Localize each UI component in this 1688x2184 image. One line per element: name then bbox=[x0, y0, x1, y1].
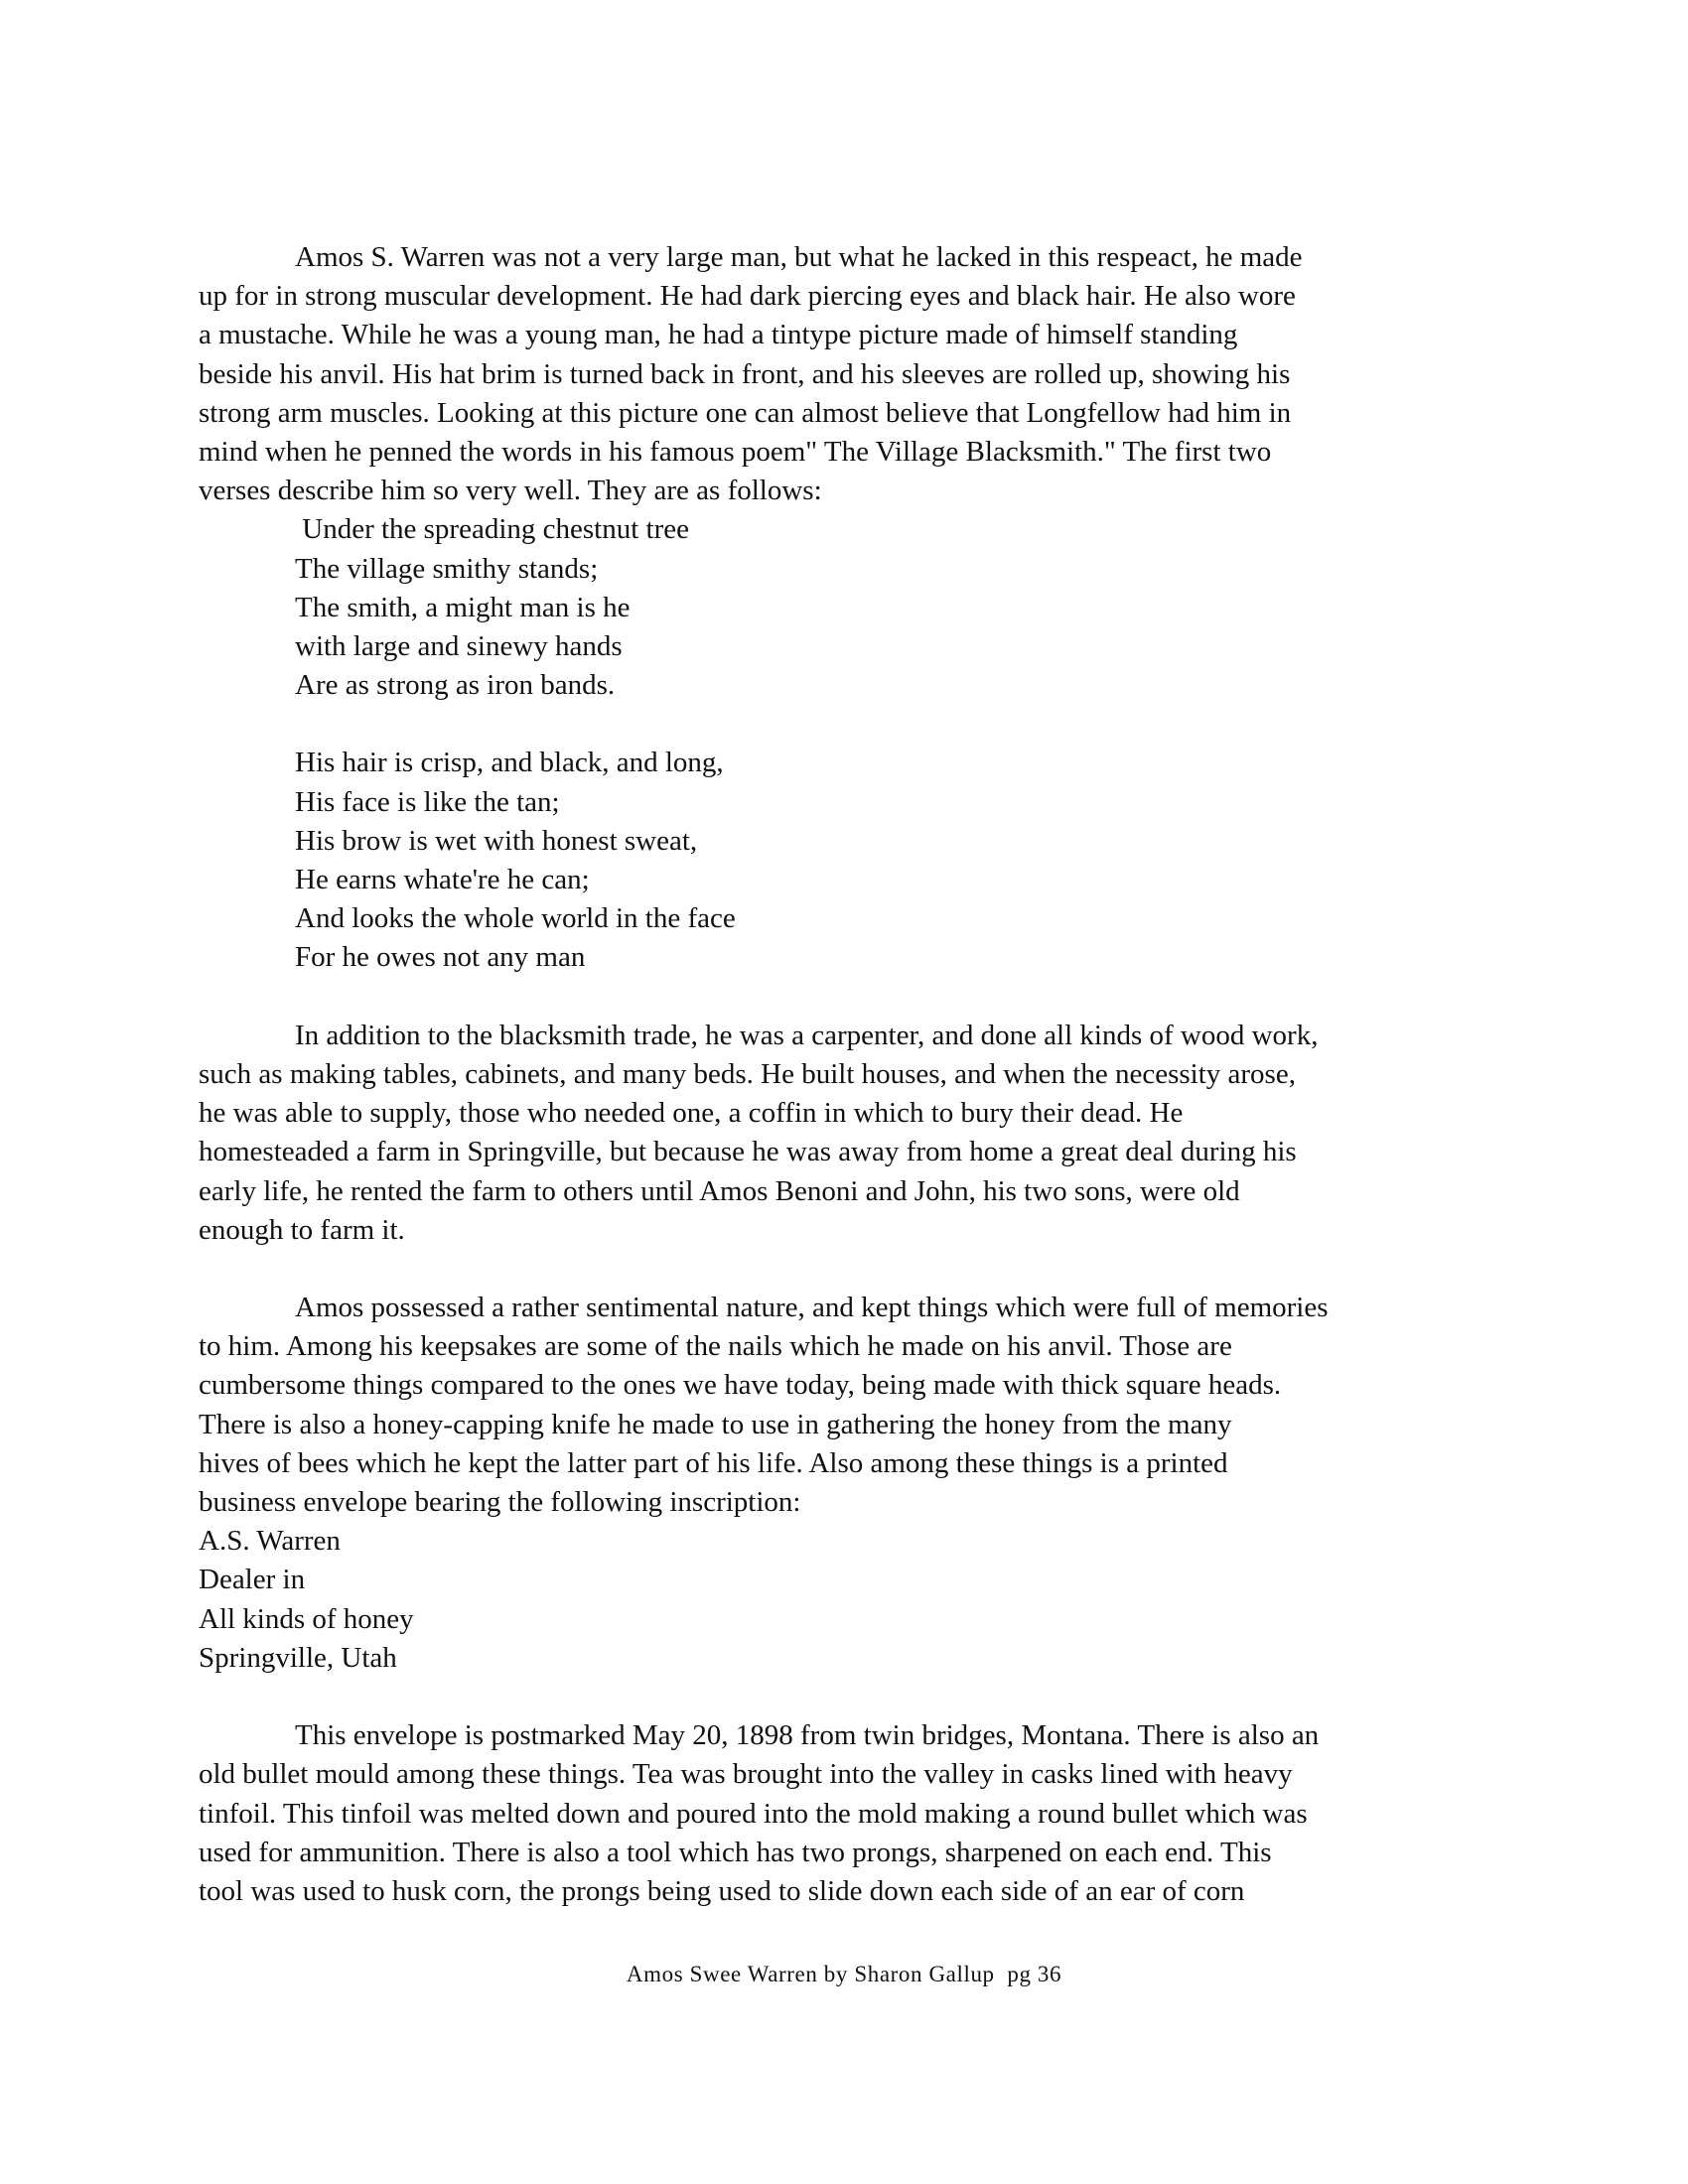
verse-line: with large and sinewy hands bbox=[295, 629, 623, 662]
text-line: up for in strong muscular development. He had dark piercing eyes and black hair. He also wore bbox=[199, 280, 1296, 313]
inscription-line: All kinds of honey bbox=[199, 1602, 414, 1635]
inscription-line: A.S. Warren bbox=[199, 1525, 341, 1558]
text-line: hives of bees which he kept the latter part of his life. Also among these things is a printed bbox=[199, 1446, 1228, 1479]
page-footer: Amos Swee Warren by Sharon Gallup pg 36 bbox=[626, 1962, 1062, 1986]
text-line: such as making tables, cabinets, and many beds. He built houses, and when the necessity arose, bbox=[199, 1057, 1296, 1090]
text-line: a mustache. While he was a young man, he had a tintype picture made of himself standing bbox=[199, 319, 1238, 351]
text-line: beside his anvil. His hat brim is turned back in front, and his sleeves are rolled up, showing his bbox=[199, 357, 1291, 390]
verse-line: He earns whate're he can; bbox=[295, 864, 590, 895]
verse-line: Are as strong as iron bands. bbox=[295, 669, 616, 702]
text-line: homesteaded a farm in Springville, but because he was away from home a great deal during his bbox=[199, 1136, 1297, 1168]
text-line: Amos S. Warren was not a very large man, but what he lacked in this respeact, he made bbox=[295, 241, 1303, 273]
page-body bbox=[199, 238, 1489, 1911]
verse-line: His hair is crisp, and black, and long, bbox=[295, 747, 724, 779]
verse-line: Under the spreading chestnut tree bbox=[295, 513, 689, 546]
verse-line: The smith, a might man is he bbox=[295, 591, 631, 623]
text-line: he was able to supply, those who needed one, a coffin in which to bury their dead. He bbox=[199, 1097, 1184, 1130]
text-line: business envelope bearing the following inscription: bbox=[199, 1486, 801, 1518]
text-line: used for ammunition. There is also a tool which has two prongs, sharpened on each end. This bbox=[199, 1836, 1272, 1868]
poem-verse bbox=[199, 744, 1489, 977]
verse-line: And looks the whole world in the face bbox=[295, 902, 736, 935]
verse-line: His face is like the tan; bbox=[295, 785, 560, 818]
verse-line: For he owes not any man bbox=[295, 941, 586, 974]
poem-verse bbox=[199, 510, 1489, 705]
inscription-line: Dealer in bbox=[199, 1564, 306, 1596]
blank-line bbox=[199, 1678, 1489, 1716]
paragraph bbox=[199, 1017, 1489, 1250]
blank-line bbox=[199, 1250, 1489, 1289]
text-line: This envelope is postmarked May 20, 1898 from twin bridges, Montana. There is also an bbox=[295, 1719, 1320, 1752]
paragraph bbox=[199, 1289, 1489, 1522]
text-line: early life, he rented the farm to others until Amos Benoni and John, his two sons, were old bbox=[199, 1174, 1240, 1207]
text-line: cumbersome things compared to the ones we have today, being made with thick square heads. bbox=[199, 1369, 1282, 1402]
verse-line: The village smithy stands; bbox=[295, 552, 599, 585]
text-line: There is also a honey-capping knife he made to use in gathering the honey from the many bbox=[199, 1408, 1232, 1440]
blank-line bbox=[199, 978, 1489, 1017]
text-line: tinfoil. This tinfoil was melted down and poured into the mold making a round bullet which was bbox=[199, 1797, 1308, 1830]
verse-line: His brow is wet with honest sweat, bbox=[295, 824, 698, 857]
text-line: verses describe him so very well. They are as follows: bbox=[199, 475, 822, 507]
text-line: strong arm muscles. Looking at this picture one can almost believe that Longfellow had him in bbox=[199, 396, 1292, 429]
blank-line bbox=[199, 705, 1489, 744]
paragraph bbox=[199, 238, 1489, 510]
text-line: mind when he penned the words in his famous poem" The Village Blacksmith." The first two bbox=[199, 435, 1272, 468]
envelope-inscription bbox=[199, 1522, 1489, 1678]
inscription-line: Springville, Utah bbox=[199, 1641, 397, 1674]
text-line: to him. Among his keepsakes are some of the nails which he made on his anvil. Those are bbox=[199, 1330, 1232, 1363]
text-line: Amos possessed a rather sentimental nature, and kept things which were full of memories bbox=[295, 1292, 1329, 1324]
text-line: enough to farm it. bbox=[199, 1213, 405, 1246]
text-line: old bullet mould among these things. Tea was brought into the valley in casks lined with heavy bbox=[199, 1758, 1293, 1791]
paragraph bbox=[199, 1716, 1489, 1911]
text-line: tool was used to husk corn, the prongs being used to slide down each side of an ear of corn bbox=[199, 1874, 1245, 1907]
text-line: In addition to the blacksmith trade, he was a carpenter, and done all kinds of wood work, bbox=[295, 1019, 1319, 1051]
